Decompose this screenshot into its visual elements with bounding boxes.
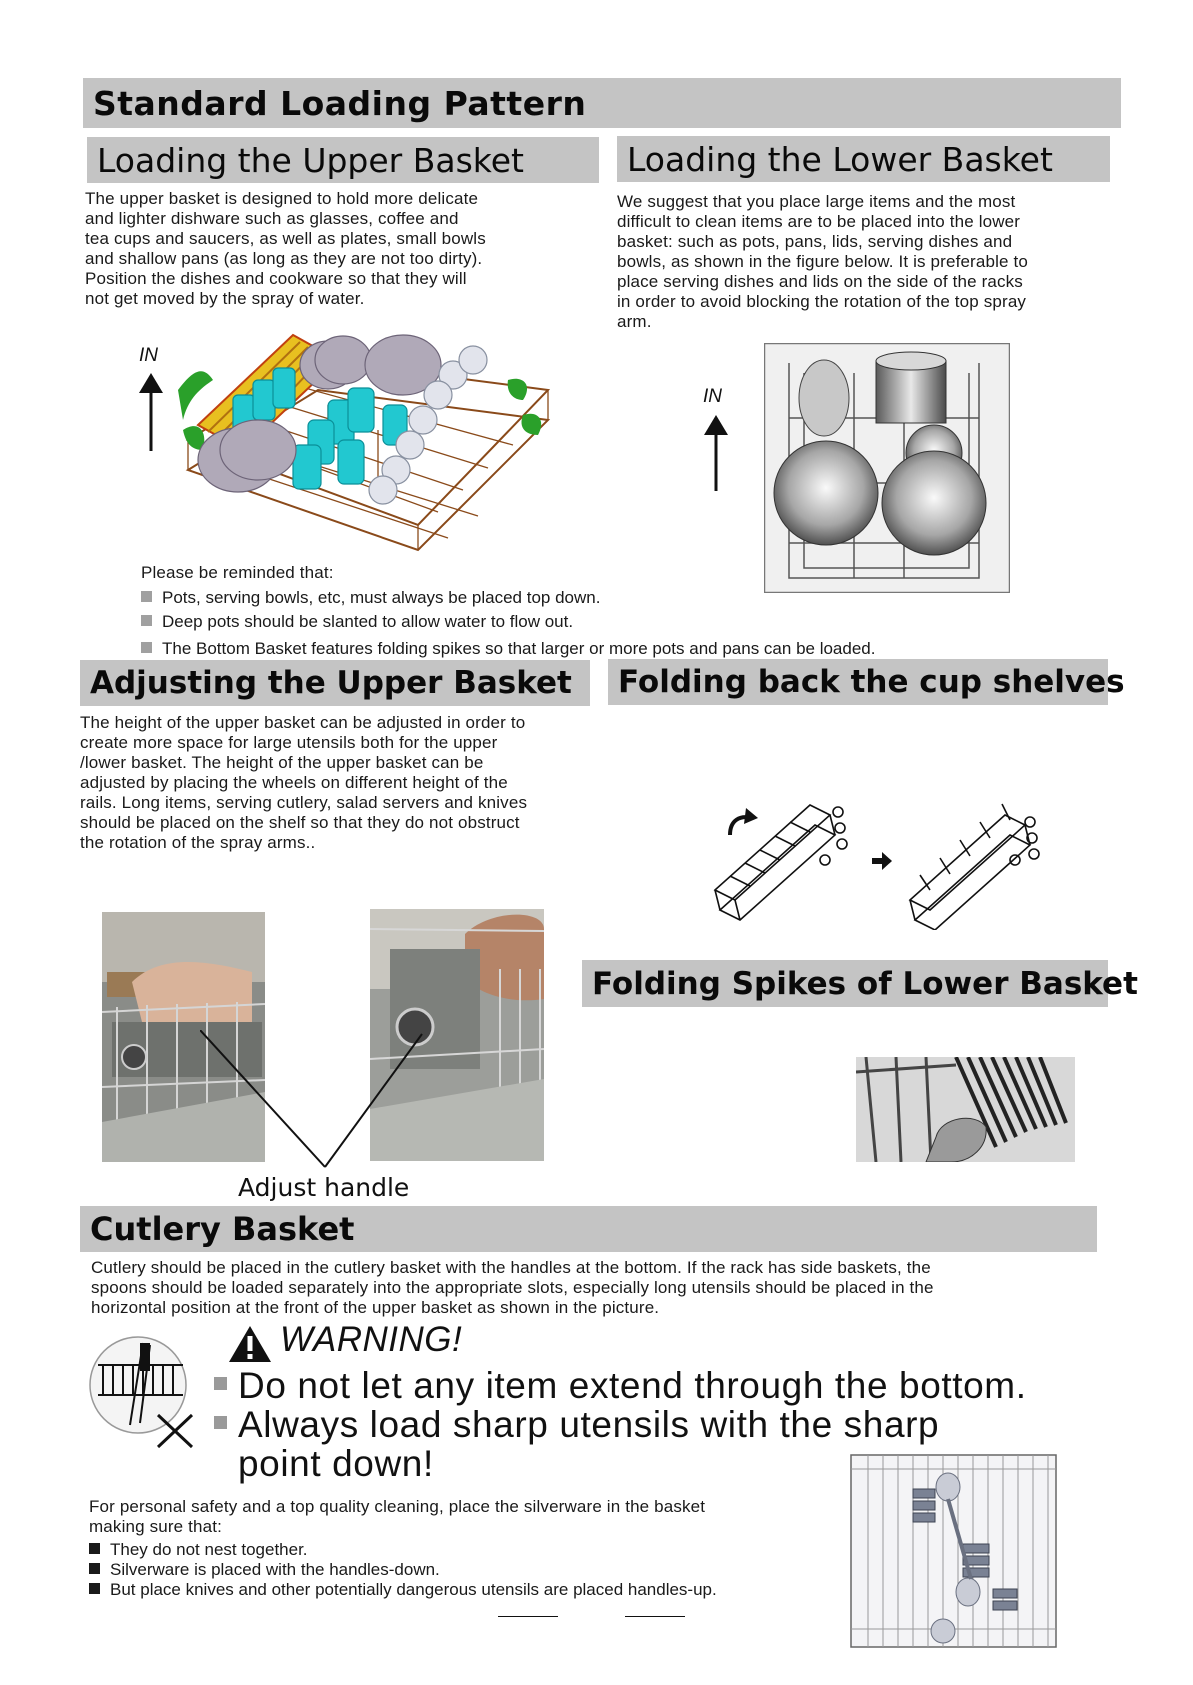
cutlery-text: Cutlery should be placed in the cutlery basket with the handles at the bottom. If the rack has side baskets, the spoons should be loaded separately into the appropriate slots, especially long utensils should be placed in the horizontal position at the front of the upper basket as shown in the picture. [91,1258,934,1317]
reminder-intro: Please be reminded that: [141,563,334,582]
adjusting-heading: Adjusting the Upper Basket [80,660,590,706]
cup-shelves-heading: Folding back the cup shelves [608,659,1108,705]
up-arrow-icon [701,415,731,493]
adjust-handle-pointer-lines [200,1030,430,1170]
warning-title: WARNING! [280,1320,463,1359]
warning-triangle-icon [229,1326,271,1362]
upper-basket-illustration [178,320,563,555]
warning-item-continued: point down! [238,1443,434,1484]
reminder-item: Pots, serving bowls, etc, must always be placed top down. [141,588,600,608]
adjust-handle-label: Adjust handle [238,1173,410,1202]
lower-basket-heading: Loading the Lower Basket [617,136,1110,182]
spikes-photo [856,1057,1075,1162]
safety-item: Silverware is placed with the handles-down. [89,1560,440,1580]
warning-item: Do not let any item extend through the bottom. [214,1366,1027,1406]
safety-intro: For personal safety and a top quality cleaning, place the silverware in the basket making sure that: [89,1497,706,1536]
upper-in-label: IN [139,345,158,366]
cup-shelves-illustration [700,790,1060,930]
reminder-item: The Bottom Basket features folding spikes so that larger or more pots and pans can be loaded. [141,639,875,659]
safety-item: They do not nest together. [89,1540,308,1560]
lower-basket-illustration [764,343,1010,593]
safety-item: But place knives and other potentially dangerous utensils are placed handles-up. [89,1580,717,1600]
upper-basket-text: The upper basket is designed to hold more delicate and lighter dishware such as glasses, coffee and tea cups and saucers, as well as plates, small bowls and shallow pans (as long as they are not too dirty). Position the dishes and cookware so that they will not get moved by the spray of water. [85,189,486,308]
page-title: Standard Loading Pattern [83,78,1121,128]
cutlery-basket-illustration [843,1449,1068,1652]
lower-in-label: IN [703,386,722,407]
upper-basket-heading: Loading the Upper Basket [87,137,599,183]
divider-line [625,1616,685,1617]
spikes-heading: Folding Spikes of Lower Basket [582,960,1108,1007]
warning-item: Always load sharp utensils with the sharp [214,1405,939,1445]
no-through-bottom-icon [88,1333,200,1451]
divider-line [498,1616,558,1617]
up-arrow-icon [136,373,166,453]
right-arrow-icon [872,852,892,870]
adjusting-text: The height of the upper basket can be adjusted in order to create more space for large utensils both for the upper /lower basket. The height of the upper basket can be adjusted by placing the wheels on different height of the rails. Long items, serving cutlery, salad servers and knives should be placed on the shelf so that they do not obstruct the rotation of the spray arms.. [80,713,528,852]
reminder-item: Deep pots should be slanted to allow water to flow out. [141,612,573,632]
lower-basket-text: We suggest that you place large items and the most difficult to clean items are to be placed into the lower basket: such as pots, pans, lids, serving dishes and bowls, as shown in the figure below. It is preferable to place serving dishes and lids on the side of the racks in order to avoid blocking the rotation of the top spray arm. [617,192,1028,331]
cutlery-heading: Cutlery Basket [80,1206,1097,1252]
